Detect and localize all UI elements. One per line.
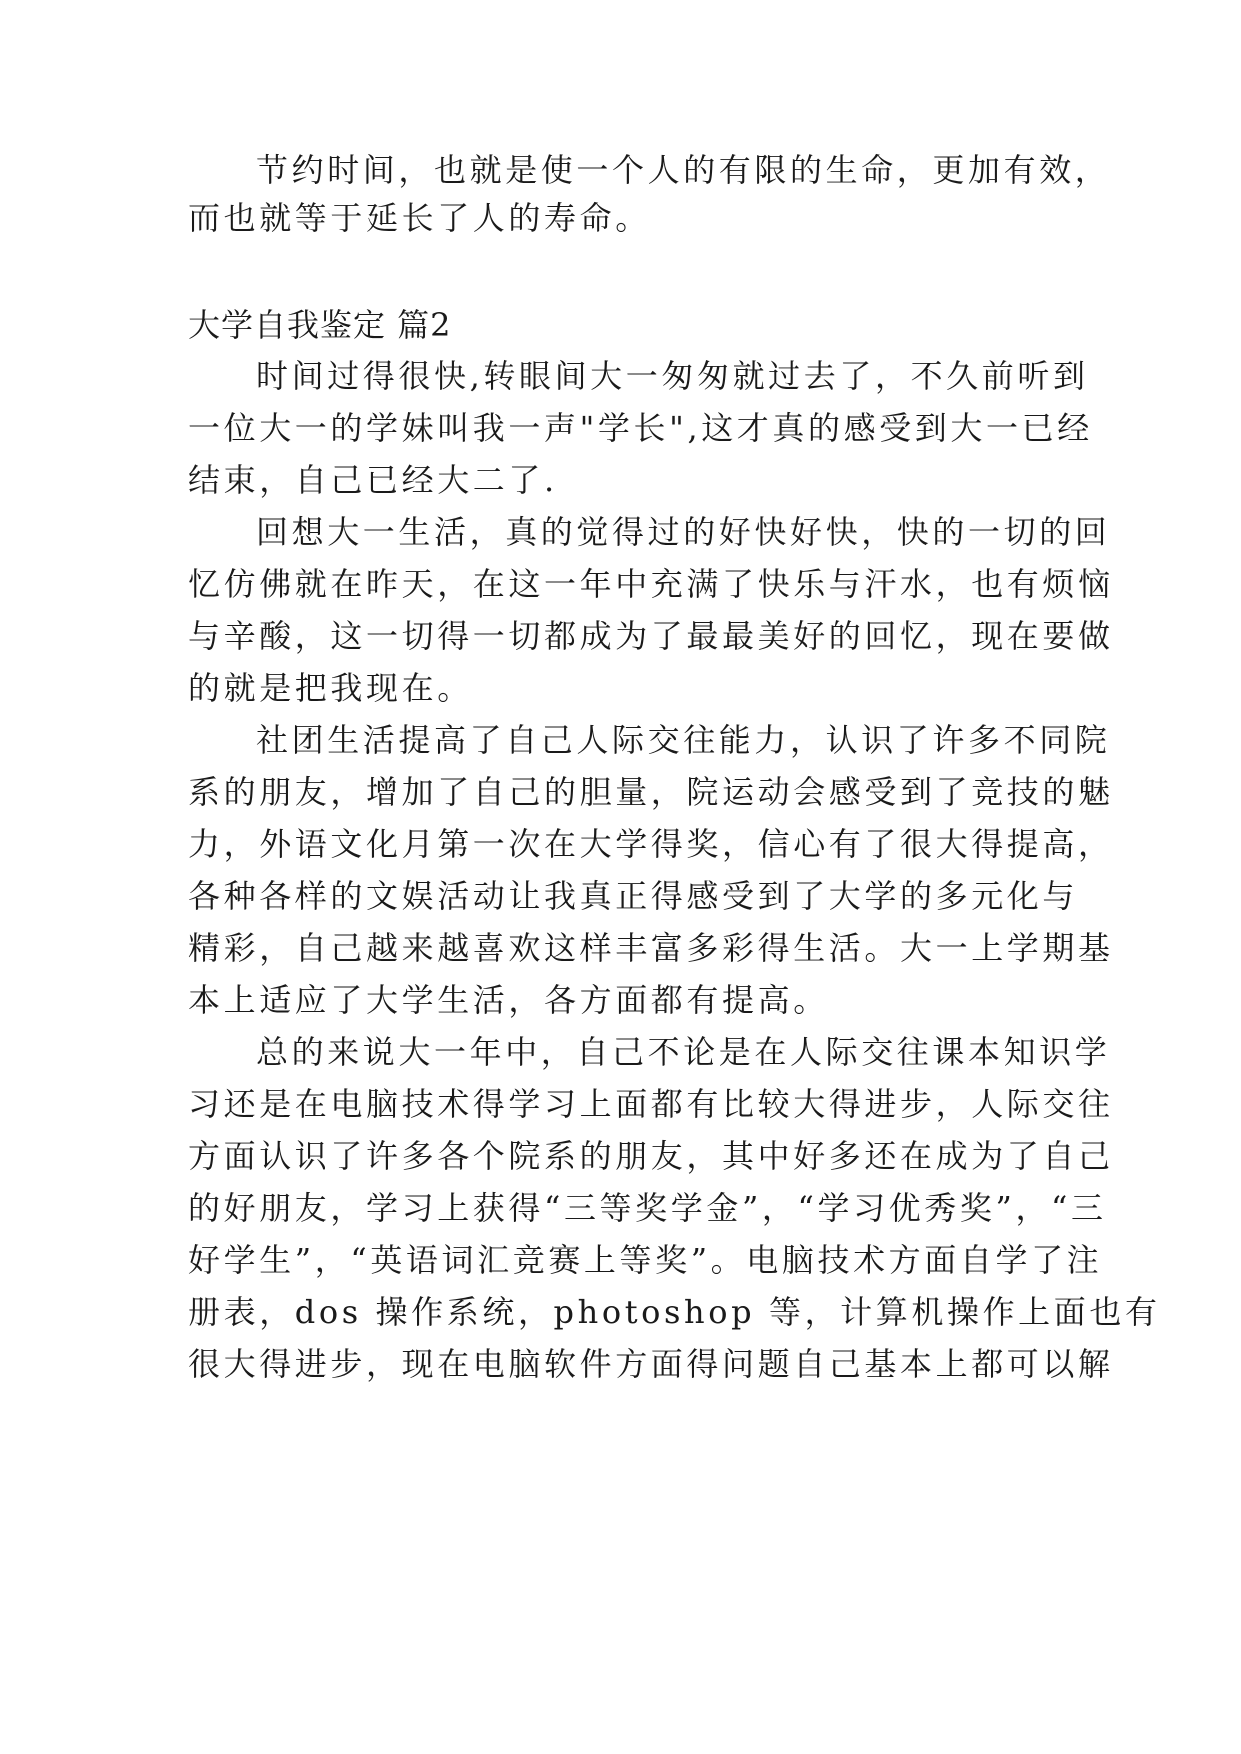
paragraph-line: 忆仿佛就在昨天，在这一年中充满了快乐与汗水，也有烦恼 [188, 565, 1114, 603]
paragraph-line: 本上适应了大学生活，各方面都有提高。 [188, 981, 829, 1019]
paragraph-line: 一位大一的学妹叫我一声"学长",这才真的感受到大一已经 [188, 409, 1093, 447]
paragraph-line: 回想大一生活，真的觉得过的好快好快，快的一切的回 [256, 513, 1111, 551]
paragraph-line: 与辛酸，这一切得一切都成为了最最美好的回忆，现在要做 [188, 617, 1114, 655]
paragraph-line: 力，外语文化月第一次在大学得奖，信心有了很大得提高， [188, 825, 1114, 863]
paragraph-line: 册表，dos 操作系统，photoshop 等，计算机操作上面也有 [188, 1293, 1161, 1331]
paragraph-line: 结束，自己已经大二了. [188, 461, 558, 499]
paragraph-line: 总的来说大一年中，自己不论是在人际交往课本知识学 [256, 1033, 1111, 1071]
paragraph-line: 很大得进步，现在电脑软件方面得问题自己基本上都可以解 [188, 1345, 1114, 1383]
paragraph-line: 社团生活提高了自己人际交往能力，认识了许多不同院 [256, 721, 1111, 759]
paragraph-line: 精彩，自己越来越喜欢这样丰富多彩得生活。大一上学期基 [188, 929, 1114, 967]
paragraph-line: 的就是把我现在。 [188, 669, 473, 707]
section-heading: 大学自我鉴定 篇2 [188, 306, 452, 344]
paragraph-line: 好学生”，“英语词汇竞赛上等奖”。电脑技术方面自学了注 [188, 1241, 1103, 1279]
paragraph-line: 习还是在电脑技术得学习上面都有比较大得进步，人际交往 [188, 1085, 1114, 1123]
paragraph-line: 时间过得很快,转眼间大一匆匆就过去了，不久前听到 [256, 357, 1089, 395]
intro-line: 而也就等于延长了人的寿命。 [188, 199, 651, 237]
paragraph-line: 的好朋友，学习上获得“三等奖学金”，“学习优秀奖”，“三 [188, 1189, 1107, 1227]
paragraph-line: 各种各样的文娱活动让我真正得感受到了大学的多元化与 [188, 877, 1079, 915]
paragraph-line: 系的朋友，增加了自己的胆量，院运动会感受到了竞技的魅 [188, 773, 1114, 811]
intro-line: 节约时间，也就是使一个人的有限的生命，更加有效， [256, 151, 1111, 189]
paragraph-line: 方面认识了许多各个院系的朋友，其中好多还在成为了自己 [188, 1137, 1114, 1175]
